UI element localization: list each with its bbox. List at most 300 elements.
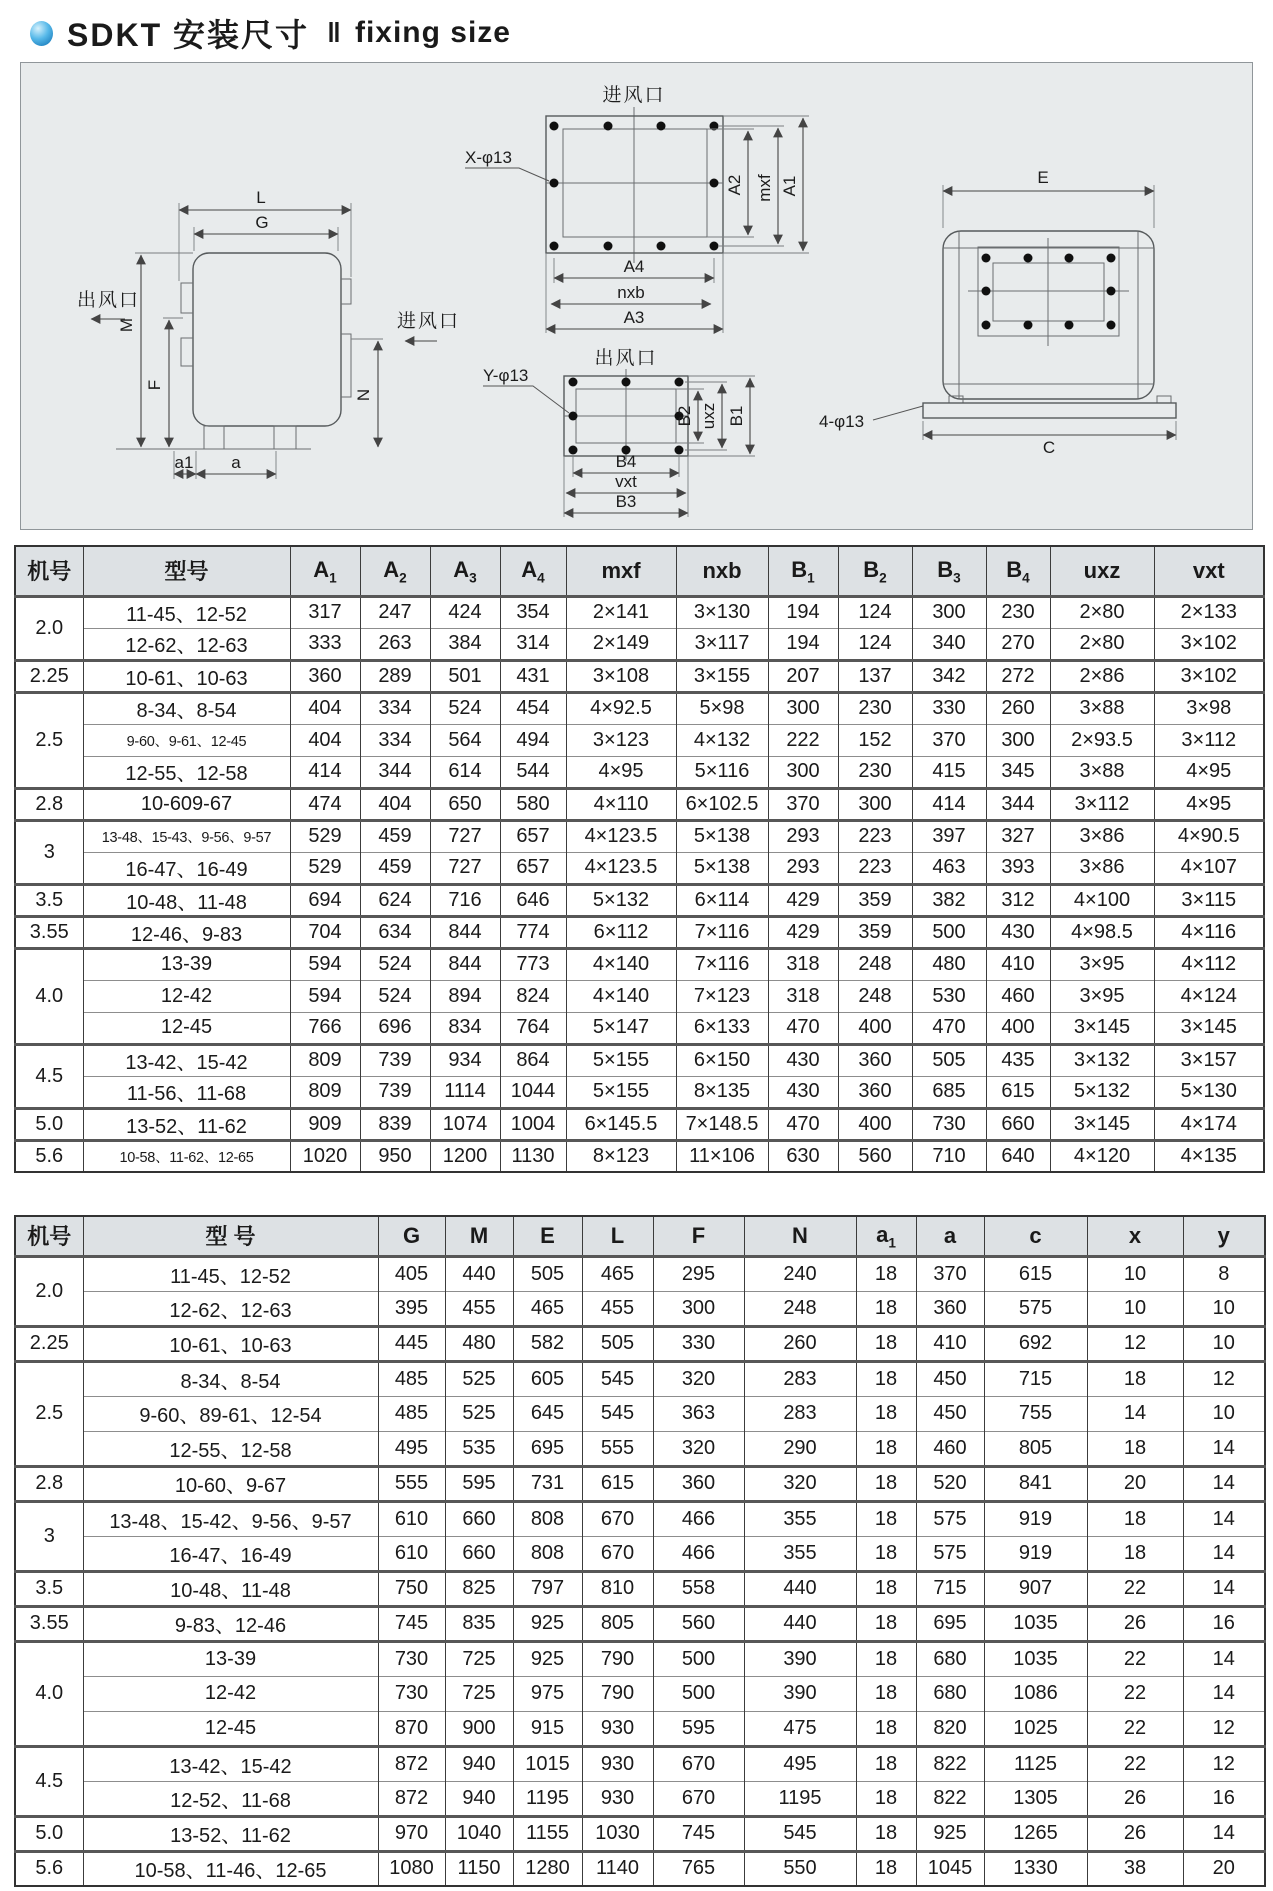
value-cell: 222: [768, 724, 838, 756]
value-cell: 2×149: [566, 628, 676, 660]
value-cell: 18: [1087, 1536, 1183, 1571]
value-cell: 4×132: [676, 724, 768, 756]
machine-size-cell: 2.25: [15, 1326, 83, 1361]
machine-size-cell: 3.55: [15, 1606, 83, 1641]
value-cell: 925: [513, 1641, 582, 1676]
value-cell: 4×140: [566, 948, 676, 980]
value-cell: 1150: [445, 1851, 513, 1886]
value-cell: 12: [1183, 1361, 1265, 1396]
value-cell: 295: [653, 1256, 744, 1291]
value-cell: 870: [378, 1711, 445, 1746]
column-header: a: [916, 1216, 984, 1256]
value-cell: 137: [838, 660, 912, 692]
value-cell: 1140: [582, 1851, 653, 1886]
value-cell: 630: [768, 1140, 838, 1172]
model-cell: 13-39: [83, 948, 290, 980]
value-cell: 594: [290, 980, 360, 1012]
table-row: [15, 1076, 1264, 1108]
value-cell: 400: [838, 1108, 912, 1140]
dim-mxf: mxf: [755, 174, 774, 202]
value-cell: 260: [986, 692, 1050, 724]
value-cell: 725: [445, 1641, 513, 1676]
column-header: 机号: [15, 1216, 83, 1256]
value-cell: 529: [290, 820, 360, 852]
value-cell: 544: [500, 756, 566, 788]
column-header: $a_1$: [856, 1216, 916, 1256]
value-cell: 716: [430, 884, 500, 916]
value-cell: 745: [378, 1606, 445, 1641]
value-cell: 18: [856, 1361, 916, 1396]
value-cell: 3×88: [1050, 692, 1154, 724]
value-cell: 564: [430, 724, 500, 756]
value-cell: 8×135: [676, 1076, 768, 1108]
table-row: [15, 1431, 1265, 1466]
value-cell: 466: [653, 1536, 744, 1571]
value-cell: 22: [1087, 1641, 1183, 1676]
value-cell: 7×123: [676, 980, 768, 1012]
table-row: [15, 628, 1264, 660]
value-cell: 300: [653, 1291, 744, 1326]
bullet-icon: [30, 21, 53, 46]
value-cell: 207: [768, 660, 838, 692]
value-cell: 560: [838, 1140, 912, 1172]
value-cell: 465: [513, 1291, 582, 1326]
value-cell: 615: [582, 1466, 653, 1501]
value-cell: 1305: [984, 1781, 1087, 1816]
value-cell: 359: [838, 916, 912, 948]
value-cell: 907: [984, 1571, 1087, 1606]
value-cell: 18: [856, 1326, 916, 1361]
value-cell: 739: [360, 1076, 430, 1108]
value-cell: 480: [912, 948, 986, 980]
table-row: [15, 596, 1264, 628]
value-cell: 808: [513, 1536, 582, 1571]
value-cell: 872: [378, 1746, 445, 1781]
column-header: 机号: [15, 546, 83, 596]
value-cell: 124: [838, 596, 912, 628]
model-cell: 10-58、11-62、12-65: [83, 1140, 290, 1172]
dim-N: N: [354, 388, 373, 402]
value-cell: 248: [838, 980, 912, 1012]
dim-uxz: uxz: [699, 402, 718, 430]
table-row: [15, 884, 1264, 916]
value-cell: 26: [1087, 1816, 1183, 1851]
table-row: [15, 1361, 1265, 1396]
value-cell: 710: [912, 1140, 986, 1172]
value-cell: 525: [445, 1361, 513, 1396]
value-cell: 355: [744, 1536, 856, 1571]
value-cell: 940: [445, 1746, 513, 1781]
value-cell: 660: [445, 1501, 513, 1536]
value-cell: 414: [912, 788, 986, 820]
value-cell: 3×95: [1050, 980, 1154, 1012]
column-header: uxz: [1050, 546, 1154, 596]
value-cell: 10: [1183, 1326, 1265, 1361]
table-row: [15, 1641, 1265, 1676]
value-cell: 3×88: [1050, 756, 1154, 788]
value-cell: 615: [986, 1076, 1050, 1108]
value-cell: 454: [500, 692, 566, 724]
value-cell: 22: [1087, 1571, 1183, 1606]
value-cell: 650: [430, 788, 500, 820]
fan-side-view: [77, 188, 460, 479]
value-cell: 970: [378, 1816, 445, 1851]
value-cell: 680: [916, 1641, 984, 1676]
value-cell: 725: [445, 1676, 513, 1711]
model-cell: 9-60、9-61、12-45: [83, 724, 290, 756]
machine-size-cell: 2.0: [15, 1256, 83, 1326]
dim-nxb: nxb: [617, 283, 645, 302]
value-cell: 22: [1087, 1711, 1183, 1746]
model-cell: 12-42: [83, 1676, 378, 1711]
value-cell: 450: [916, 1396, 984, 1431]
model-cell: 10-58、11-46、12-65: [83, 1851, 378, 1886]
dim-B1: B1: [727, 405, 746, 427]
value-cell: 1265: [984, 1816, 1087, 1851]
value-cell: 1130: [500, 1140, 566, 1172]
value-cell: 715: [984, 1361, 1087, 1396]
value-cell: 529: [290, 852, 360, 884]
value-cell: 240: [744, 1256, 856, 1291]
value-cell: 820: [916, 1711, 984, 1746]
value-cell: 730: [378, 1641, 445, 1676]
model-cell: 12-55、12-58: [83, 1431, 378, 1466]
model-cell: 10-61、10-63: [83, 660, 290, 692]
value-cell: 3×123: [566, 724, 676, 756]
model-cell: 8-34、8-54: [83, 692, 290, 724]
value-cell: 614: [430, 756, 500, 788]
value-cell: 925: [916, 1816, 984, 1851]
value-cell: 327: [986, 820, 1050, 852]
model-cell: 13-52、11-62: [83, 1816, 378, 1851]
value-cell: 5×132: [1050, 1076, 1154, 1108]
value-cell: 745: [653, 1816, 744, 1851]
value-cell: 290: [744, 1431, 856, 1466]
value-cell: 809: [290, 1076, 360, 1108]
value-cell: 739: [360, 1044, 430, 1076]
dim-A1: A1: [780, 175, 799, 197]
machine-size-cell: 2.5: [15, 692, 83, 788]
value-cell: 14: [1183, 1536, 1265, 1571]
value-cell: 333: [290, 628, 360, 660]
column-header: $B_3$: [912, 546, 986, 596]
table-row: [15, 916, 1264, 948]
table-row: [15, 1711, 1265, 1746]
column-header: mxf: [566, 546, 676, 596]
value-cell: 755: [984, 1396, 1087, 1431]
column-header: M: [445, 1216, 513, 1256]
value-cell: 1074: [430, 1108, 500, 1140]
table-row: [15, 1291, 1265, 1326]
value-cell: 919: [984, 1501, 1087, 1536]
value-cell: 248: [744, 1291, 856, 1326]
value-cell: 834: [430, 1012, 500, 1044]
value-cell: 6×133: [676, 1012, 768, 1044]
value-cell: 545: [744, 1816, 856, 1851]
outlet-title: 出风口: [594, 348, 658, 369]
value-cell: 430: [986, 916, 1050, 948]
value-cell: 1020: [290, 1140, 360, 1172]
value-cell: 393: [986, 852, 1050, 884]
value-cell: 695: [916, 1606, 984, 1641]
value-cell: 731: [513, 1466, 582, 1501]
value-cell: 18: [856, 1606, 916, 1641]
dim-E: E: [1037, 168, 1049, 187]
value-cell: 500: [912, 916, 986, 948]
value-cell: 12: [1087, 1326, 1183, 1361]
value-cell: 317: [290, 596, 360, 628]
value-cell: 390: [744, 1641, 856, 1676]
machine-size-cell: 2.0: [15, 596, 83, 660]
value-cell: 429: [768, 916, 838, 948]
value-cell: 450: [916, 1361, 984, 1396]
dim-B4: B4: [615, 452, 637, 471]
value-cell: 4×140: [566, 980, 676, 1012]
column-header: x: [1087, 1216, 1183, 1256]
title-chinese: SDKT 安装尺寸: [67, 17, 310, 53]
value-cell: 485: [378, 1396, 445, 1431]
table-row: [15, 1012, 1264, 1044]
value-cell: 16: [1183, 1781, 1265, 1816]
value-cell: 2×80: [1050, 596, 1154, 628]
value-cell: 12: [1183, 1746, 1265, 1781]
x-holes-label: X-φ13: [465, 148, 512, 167]
value-cell: 640: [986, 1140, 1050, 1172]
value-cell: 1195: [513, 1781, 582, 1816]
value-cell: 430: [768, 1044, 838, 1076]
model-cell: 10-48、11-48: [83, 1571, 378, 1606]
value-cell: 790: [582, 1676, 653, 1711]
value-cell: 692: [984, 1326, 1087, 1361]
value-cell: 610: [378, 1501, 445, 1536]
value-cell: 485: [378, 1361, 445, 1396]
table-row: [15, 1676, 1265, 1711]
value-cell: 283: [744, 1396, 856, 1431]
value-cell: 6×145.5: [566, 1108, 676, 1140]
value-cell: 657: [500, 820, 566, 852]
value-cell: 1280: [513, 1851, 582, 1886]
column-header: $A_2$: [360, 546, 430, 596]
value-cell: 494: [500, 724, 566, 756]
value-cell: 18: [856, 1256, 916, 1291]
value-cell: 3×86: [1050, 820, 1154, 852]
value-cell: 5×147: [566, 1012, 676, 1044]
value-cell: 312: [986, 884, 1050, 916]
table-row: [15, 1140, 1264, 1172]
value-cell: 475: [744, 1711, 856, 1746]
column-header: 型 号: [83, 1216, 378, 1256]
table-row: [15, 1606, 1265, 1641]
dim-A2: A2: [725, 174, 744, 196]
value-cell: 345: [986, 756, 1050, 788]
value-cell: 5×132: [566, 884, 676, 916]
value-cell: 8: [1183, 1256, 1265, 1291]
value-cell: 808: [513, 1501, 582, 1536]
value-cell: 1086: [984, 1676, 1087, 1711]
value-cell: 293: [768, 852, 838, 884]
model-cell: 12-45: [83, 1711, 378, 1746]
value-cell: 730: [912, 1108, 986, 1140]
machine-size-cell: 5.0: [15, 1816, 83, 1851]
value-cell: 1030: [582, 1816, 653, 1851]
dim-A3: A3: [623, 308, 645, 327]
value-cell: 560: [653, 1606, 744, 1641]
value-cell: 730: [378, 1676, 445, 1711]
value-cell: 900: [445, 1711, 513, 1746]
value-cell: 535: [445, 1431, 513, 1466]
value-cell: 26: [1087, 1606, 1183, 1641]
value-cell: 18: [856, 1536, 916, 1571]
value-cell: 4×100: [1050, 884, 1154, 916]
value-cell: 1015: [513, 1746, 582, 1781]
table-row: [15, 1256, 1265, 1291]
title-english: fixing size: [354, 16, 511, 49]
value-cell: 6×112: [566, 916, 676, 948]
model-cell: 12-52、11-68: [83, 1781, 378, 1816]
table-row: [15, 1746, 1265, 1781]
value-cell: 470: [768, 1012, 838, 1044]
dim-C: C: [1042, 438, 1056, 457]
value-cell: 5×155: [566, 1044, 676, 1076]
value-cell: 495: [744, 1746, 856, 1781]
value-cell: 260: [744, 1326, 856, 1361]
table-row: [15, 820, 1264, 852]
value-cell: 1004: [500, 1108, 566, 1140]
value-cell: 455: [445, 1291, 513, 1326]
value-cell: 694: [290, 884, 360, 916]
value-cell: 18: [856, 1851, 916, 1886]
value-cell: 930: [582, 1746, 653, 1781]
value-cell: 822: [916, 1781, 984, 1816]
value-cell: 26: [1087, 1781, 1183, 1816]
outlet-label-left: 出风口: [77, 290, 141, 311]
value-cell: 370: [916, 1256, 984, 1291]
value-cell: 3×98: [1154, 692, 1264, 724]
value-cell: 14: [1183, 1571, 1265, 1606]
model-cell: 12-42: [83, 980, 290, 1012]
value-cell: 595: [653, 1711, 744, 1746]
value-cell: 384: [430, 628, 500, 660]
dim-B2: B2: [675, 405, 694, 427]
value-cell: 582: [513, 1326, 582, 1361]
value-cell: 395: [378, 1291, 445, 1326]
value-cell: 18: [856, 1466, 916, 1501]
column-header: G: [378, 1216, 445, 1256]
value-cell: 680: [916, 1676, 984, 1711]
value-cell: 194: [768, 596, 838, 628]
value-cell: 4×95: [1154, 788, 1264, 820]
value-cell: 3×145: [1050, 1012, 1154, 1044]
value-cell: 950: [360, 1140, 430, 1172]
value-cell: 18: [856, 1431, 916, 1466]
table-row: [15, 1536, 1265, 1571]
value-cell: 3×112: [1154, 724, 1264, 756]
value-cell: 463: [912, 852, 986, 884]
value-cell: 272: [986, 660, 1050, 692]
value-cell: 318: [768, 948, 838, 980]
value-cell: 624: [360, 884, 430, 916]
value-cell: 809: [290, 1044, 360, 1076]
value-cell: 465: [582, 1256, 653, 1291]
value-cell: 805: [984, 1431, 1087, 1466]
value-cell: 223: [838, 852, 912, 884]
value-cell: 555: [378, 1466, 445, 1501]
value-cell: 670: [653, 1781, 744, 1816]
column-header: L: [582, 1216, 653, 1256]
fixing-size-table-overall-dims: [14, 1215, 1266, 1887]
value-cell: 750: [378, 1571, 445, 1606]
value-cell: 18: [856, 1746, 916, 1781]
value-cell: 460: [986, 980, 1050, 1012]
value-cell: 14: [1183, 1641, 1265, 1676]
value-cell: 810: [582, 1571, 653, 1606]
table-row: [15, 1108, 1264, 1140]
dim-L: L: [256, 188, 266, 207]
value-cell: 320: [744, 1466, 856, 1501]
model-cell: 13-42、15-42: [83, 1044, 290, 1076]
value-cell: 1195: [744, 1781, 856, 1816]
value-cell: 930: [582, 1781, 653, 1816]
value-cell: 400: [986, 1012, 1050, 1044]
value-cell: 16: [1183, 1606, 1265, 1641]
value-cell: 824: [500, 980, 566, 1012]
value-cell: 825: [445, 1571, 513, 1606]
table-row: [15, 980, 1264, 1012]
title-divider: ‖: [327, 17, 341, 48]
value-cell: 415: [912, 756, 986, 788]
machine-size-cell: 4.0: [15, 948, 83, 1044]
value-cell: 764: [500, 1012, 566, 1044]
value-cell: 670: [582, 1536, 653, 1571]
value-cell: 615: [984, 1256, 1087, 1291]
value-cell: 289: [360, 660, 430, 692]
value-cell: 22: [1087, 1676, 1183, 1711]
value-cell: 230: [986, 596, 1050, 628]
value-cell: 634: [360, 916, 430, 948]
value-cell: 18: [856, 1676, 916, 1711]
value-cell: 360: [838, 1044, 912, 1076]
value-cell: 3×117: [676, 628, 768, 660]
value-cell: 575: [984, 1291, 1087, 1326]
value-cell: 247: [360, 596, 430, 628]
table-row: [15, 948, 1264, 980]
value-cell: 500: [653, 1676, 744, 1711]
inlet-title: 进风口: [602, 85, 666, 106]
value-cell: 2×141: [566, 596, 676, 628]
diagram-panel: [20, 62, 1253, 530]
value-cell: 774: [500, 916, 566, 948]
value-cell: 18: [856, 1816, 916, 1851]
value-cell: 330: [653, 1326, 744, 1361]
value-cell: 495: [378, 1431, 445, 1466]
value-cell: 3×102: [1154, 628, 1264, 660]
value-cell: 1125: [984, 1746, 1087, 1781]
machine-size-cell: 4.0: [15, 1641, 83, 1746]
value-cell: 4×95: [1154, 756, 1264, 788]
value-cell: 839: [360, 1108, 430, 1140]
value-cell: 695: [513, 1431, 582, 1466]
value-cell: 270: [986, 628, 1050, 660]
value-cell: 360: [916, 1291, 984, 1326]
table-row: [15, 1571, 1265, 1606]
fan-front-view: [819, 168, 1176, 457]
value-cell: 470: [768, 1108, 838, 1140]
value-cell: 14: [1183, 1466, 1265, 1501]
value-cell: 670: [582, 1501, 653, 1536]
value-cell: 7×116: [676, 948, 768, 980]
column-header: y: [1183, 1216, 1265, 1256]
value-cell: 283: [744, 1361, 856, 1396]
